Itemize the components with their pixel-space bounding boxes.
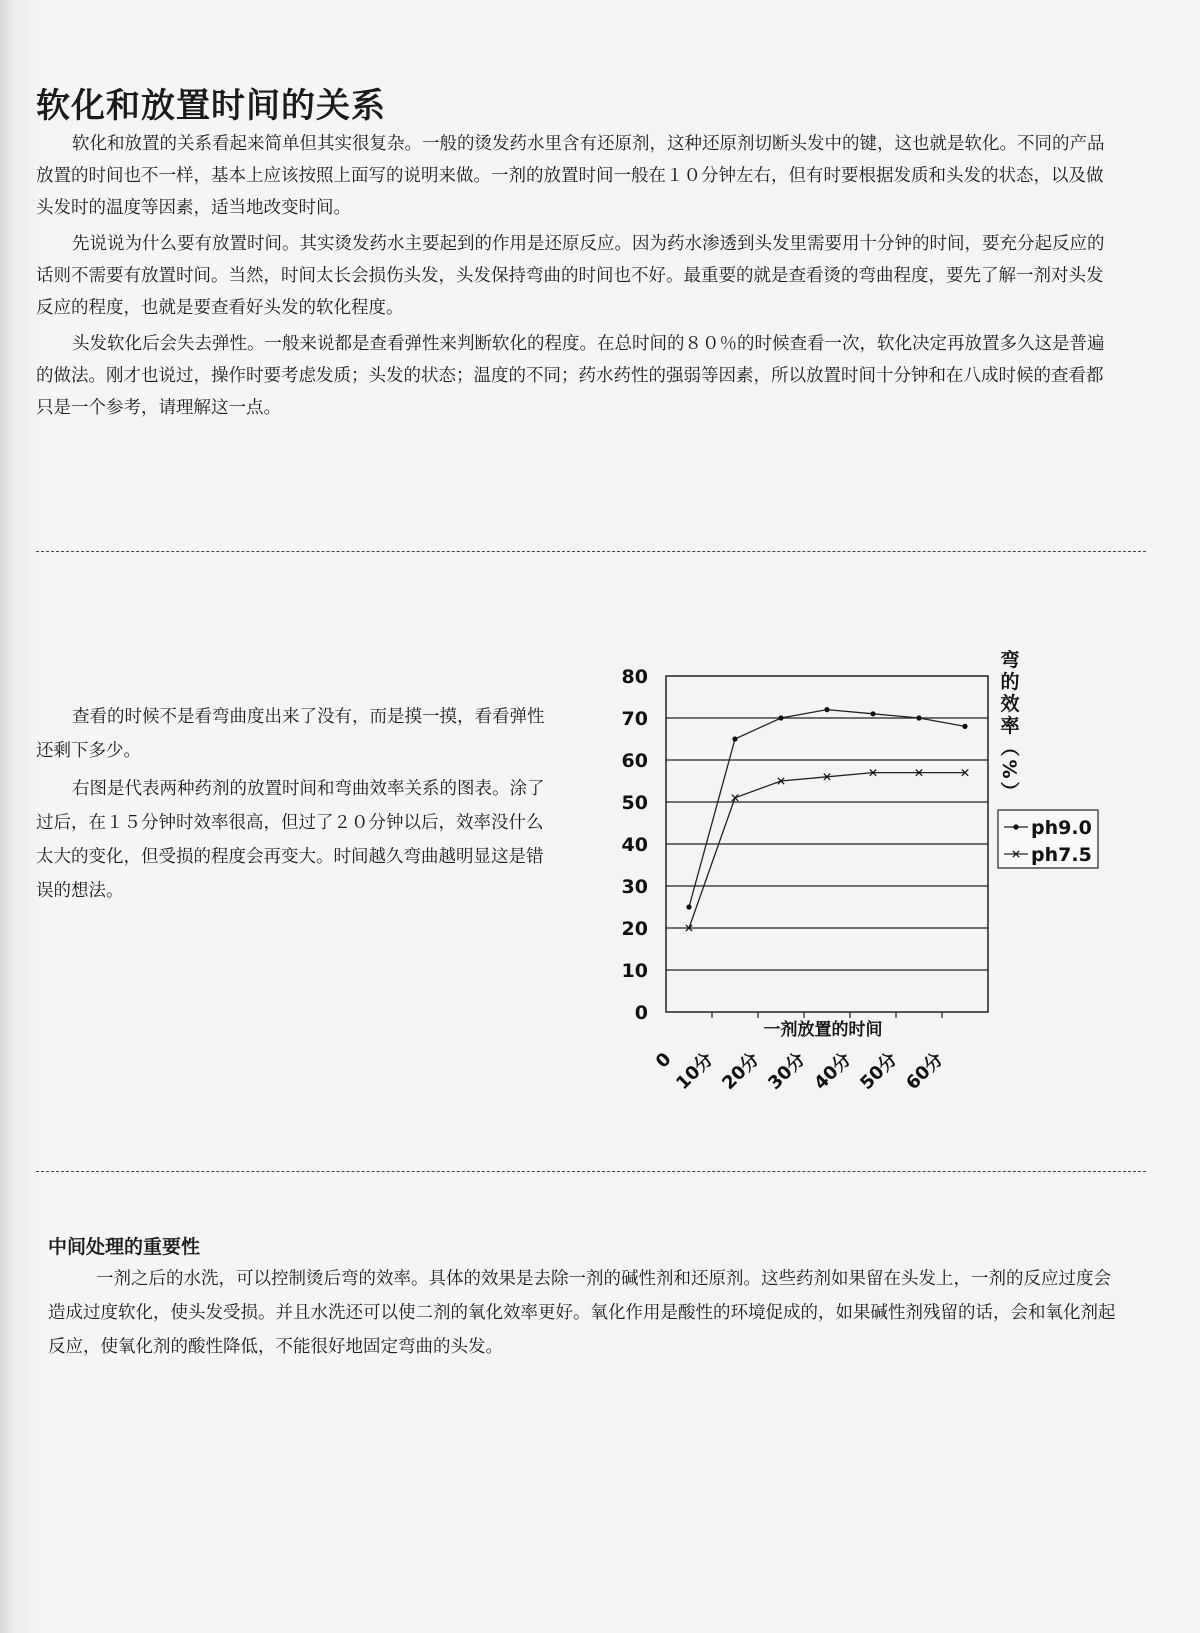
data-point-ph9.0 (686, 904, 691, 909)
data-point-ph9.0 (870, 711, 875, 716)
y-tick-label: 30 (621, 876, 648, 898)
series-line-ph9.0 (689, 710, 965, 907)
data-point-ph9.0 (732, 736, 737, 741)
y-axis-label-char: 的 (1000, 671, 1020, 693)
x-tick-label: 30分 (764, 1048, 810, 1094)
legend-label: ph9.0 (1031, 817, 1092, 839)
x-tick-label: 20分 (718, 1048, 764, 1094)
x-tick-label: 50分 (856, 1048, 902, 1094)
section-title: 软化和放置时间的关系 (36, 86, 386, 126)
dashed-divider (36, 1171, 1146, 1172)
y-axis-label-char: 效 (1000, 693, 1020, 715)
y-axis-label-char: ） (998, 781, 1020, 801)
paragraph: 头发软化后会失去弹性。一般来说都是查看弹性来判断软化的程度。在总时间的８０％的时候查看一次，软化决定再放置多久这是普遍的做法。刚才也说过，操作时要考虑发质；头发的状态；温度的不同；药水药性的强弱等因素，所以放置时间十分钟和在八成时候的查看都只是一个参考，请理解这一点。 (36, 334, 1105, 418)
y-tick-label: 70 (621, 708, 648, 730)
paragraph: 先说说为什么要有放置时间。其实烫发药水主要起到的作用是还原反应。因为药水渗透到头发里需要用十分钟的时间，要充分起反应的话则不需要有放置时间。当然，时间太长会损伤头发，头发保持弯曲的时间也不好。最重要的就是查看烫的弯曲程度，要先了解一剂对头发反应的程度，也就是要查看好头发的软化程度。 (36, 234, 1105, 318)
y-axis-label-char: （ (998, 737, 1020, 757)
subsection-title: 中间处理的重要性 (48, 1236, 201, 1258)
y-tick-label: 60 (621, 750, 648, 772)
legend-label: ph7.5 (1031, 844, 1092, 866)
x-tick-label: 10分 (672, 1048, 718, 1094)
paragraph: 右图是代表两种药剂的放置时间和弯曲效率关系的图表。涂了过后，在１５分钟时效率很高，但过了２０分钟以后，效率没什么太大的变化，但受损的程度会再变大。时间越久弯曲越明显这是错误的想法。 (36, 779, 545, 901)
y-axis-label-char: 弯 (1000, 650, 1020, 671)
data-point-ph9.0 (824, 707, 829, 712)
y-tick-label: 40 (621, 834, 648, 856)
data-point-ph9.0 (916, 715, 921, 720)
data-point-ph7.5 (732, 795, 738, 801)
x-tick-label: 0 (651, 1048, 676, 1073)
y-tick-label: 10 (621, 960, 648, 982)
line-chart (600, 650, 1120, 1100)
y-tick-label: 80 (621, 666, 648, 688)
y-tick-label: 20 (621, 918, 648, 940)
legend-marker (1013, 824, 1018, 829)
data-point-ph9.0 (778, 715, 783, 720)
subsection-text-block (48, 1262, 1118, 1364)
series-line-ph7.5 (689, 773, 965, 928)
paragraph: 查看的时候不是看弯曲度出来了没有，而是摸一摸，看看弹性还剩下多少。 (36, 707, 545, 761)
x-axis-label: 一剂放置的时间 (763, 1020, 883, 1040)
dashed-divider (36, 551, 1146, 552)
intro-text-block (36, 128, 1116, 428)
y-tick-label: 50 (621, 792, 648, 814)
chart-description-text (36, 700, 546, 912)
paragraph: 软化和放置的关系看起来简单但其实很复杂。一般的烫发药水里含有还原剂，这种还原剂切断头发中的键，这也就是软化。不同的产品放置的时间也不一样，基本上应该按照上面写的说明来做。一剂的放置时间一般在１０分钟左右，但有时要根据发质和头发的状态，以及做头发时的温度等因素，适当地改变时间。 (36, 134, 1105, 218)
x-tick-label: 40分 (810, 1048, 856, 1094)
y-axis-label-char: % (998, 759, 1020, 779)
y-axis-label-char: 率 (1000, 715, 1020, 737)
chart-svg (600, 650, 1120, 1100)
data-point-ph9.0 (962, 724, 967, 729)
paragraph: 一剂之后的水洗，可以控制烫后弯的效率。具体的效果是去除一剂的碱性剂和还原剂。这些药剂如果留在头发上，一剂的反应过度会造成过度软化，使头发受损。并且水洗还可以使二剂的氧化效率更好。氧化作用是酸性的环境促成的，如果碱性剂残留的话，会和氧化剂起反应，使氧化剂的酸性降低，不能很好地固定弯曲的头发。 (48, 1269, 1116, 1357)
y-tick-label: 0 (634, 1002, 648, 1024)
x-tick-label: 60分 (902, 1048, 948, 1094)
